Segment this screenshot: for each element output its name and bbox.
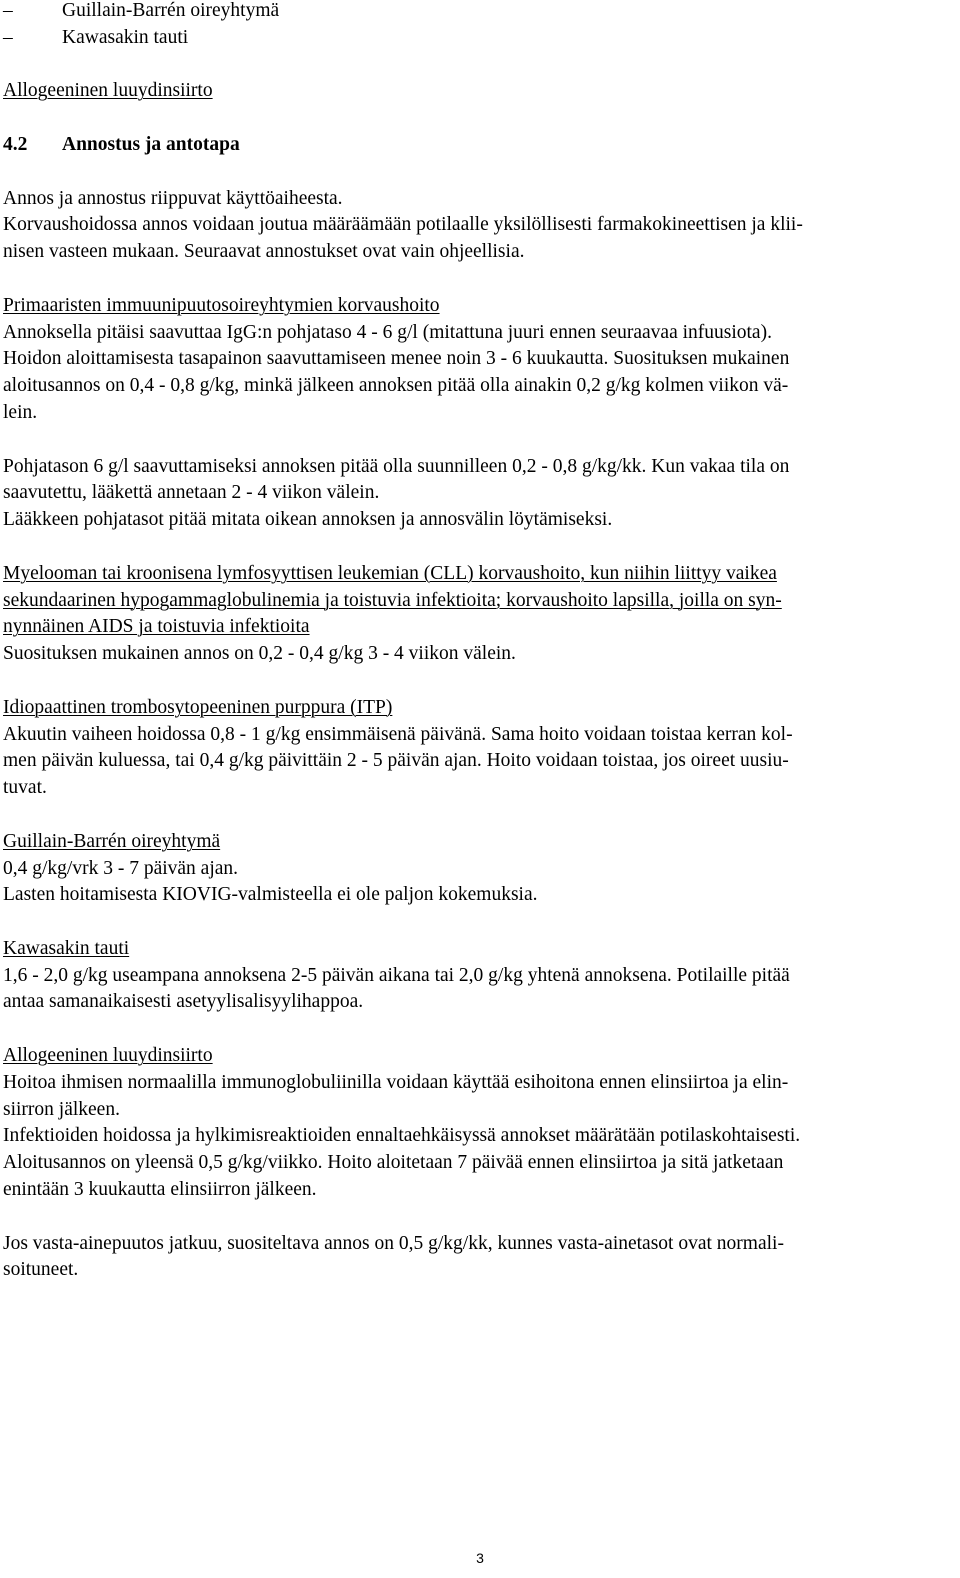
paragraph-line: saavutettu, lääkettä annetaan 2 - 4 viikon välein. <box>3 482 380 504</box>
list-item <box>3 25 953 52</box>
itp-heading: Idiopaattinen trombosytopeeninen purppura (ITP) <box>3 696 393 718</box>
intro-line: Annos ja annostus riippuvat käyttöaiheesta. <box>3 187 343 209</box>
paragraph-line: Lääkkeen pohjatasot pitää mitata oikean annoksen ja annosvälin löytämiseksi. <box>3 509 613 531</box>
page-number: 3 <box>476 1550 484 1566</box>
paragraph-line: Jos vasta-ainepuutos jatkuu, suositeltava annos on 0,5 g/kg/kk, kunnes vasta-ainetasot ovat normali- <box>3 1232 784 1254</box>
paragraph-line: Akuutin vaiheen hoidossa 0,8 - 1 g/kg ensimmäisenä päivänä. Sama hoito voidaan toistaa kerran kol- <box>3 723 793 745</box>
paragraph-line: men päivän kuluessa, tai 0,4 g/kg päivittäin 2 - 5 päivän ajan. Hoito voidaan toistaa, jos oireet uusiu- <box>3 750 789 772</box>
dash-bullet: – <box>3 26 13 48</box>
intro-line: nisen vasteen mukaan. Seuraavat annostukset ovat vain ohjeellisia. <box>3 241 525 263</box>
paragraph-line: Infektioiden hoidossa ja hylkimisreaktioiden ennaltaehkäisyssä annokset määrätään potilaskohtaisesti. <box>3 1125 801 1147</box>
paragraph-line: siirron jälkeen. <box>3 1098 120 1120</box>
myeloma-heading: sekundaarinen hypogammaglobulinemia ja toistuvia infektioita; korvaushoito lapsilla, joilla on syn- <box>3 589 782 611</box>
paragraph-line: antaa samanaikaisesti asetyylisalisyylihappoa. <box>3 991 364 1013</box>
myeloma-heading: Myelooman tai kroonisena lymfosyyttisen leukemian (CLL) korvaushoito, kun niihin liittyy vaikea <box>3 562 777 584</box>
intro-line: Korvaushoidossa annos voidaan joutua määräämään potilaalle yksilöllisesti farmakokineettisen ja klii- <box>3 214 803 236</box>
paragraph-line: tuvat. <box>3 777 47 799</box>
paragraph-line: Aloitusannos on yleensä 0,5 g/kg/viikko. Hoito aloitetaan 7 päivää ennen elinsiirtoa ja sitä jatketaan <box>3 1152 784 1174</box>
dash-bullet: – <box>3 0 13 21</box>
section-heading <box>3 132 953 159</box>
list-item-text: Kawasakin tauti <box>62 26 189 48</box>
paragraph-line: soituneet. <box>3 1259 79 1281</box>
section-number: 4.2 <box>3 133 28 155</box>
kawasaki-heading: Kawasakin tauti <box>3 937 130 959</box>
paragraph-line: 0,4 g/kg/vrk 3 - 7 päivän ajan. <box>3 857 239 879</box>
paragraph-line: Suosituksen mukainen annos on 0,2 - 0,4 g/kg 3 - 4 viikon välein. <box>3 643 516 665</box>
allogeneic-heading: Allogeeninen luuydinsiirto <box>3 1045 213 1067</box>
primary-heading: Primaaristen immuunipuutosoireyhtymien korvaushoito <box>3 294 440 316</box>
section-title: Annostus ja antotapa <box>62 133 240 155</box>
paragraph-line: aloitusannos on 0,4 - 0,8 g/kg, minkä jälkeen annoksen pitää olla ainakin 0,2 g/kg kolmen viikon vä- <box>3 375 789 397</box>
paragraph-line: Pohjatason 6 g/l saavuttamiseksi annoksen pitää olla suunnilleen 0,2 - 0,8 g/kg/kk. Kun vakaa tila on <box>3 455 790 477</box>
gbs-heading: Guillain-Barrén oireyhtymä <box>3 830 221 852</box>
paragraph-line: Hoidon aloittamisesta tasapainon saavuttamiseen menee noin 3 - 6 kuukautta. Suosituksen mukainen <box>3 348 790 370</box>
allogeneic-top-heading: Allogeeninen luuydinsiirto <box>3 80 213 102</box>
paragraph-line: Hoitoa ihmisen normaalilla immunoglobuliinilla voidaan käyttää esihoitona ennen elinsiirtoa ja elin- <box>3 1071 789 1093</box>
paragraph-line: Lasten hoitamisesta KIOVIG-valmisteella ei ole paljon kokemuksia. <box>3 884 538 906</box>
list-item <box>3 0 953 25</box>
paragraph-line: enintään 3 kuukautta elinsiirron jälkeen. <box>3 1179 317 1201</box>
myeloma-heading: nynnäinen AIDS ja toistuvia infektioita <box>3 616 310 638</box>
paragraph-line: 1,6 - 2,0 g/kg useampana annoksena 2-5 päivän aikana tai 2,0 g/kg yhtenä annoksena. Potilaille pitää <box>3 964 790 986</box>
list-item-text: Guillain-Barrén oireyhtymä <box>62 0 280 21</box>
paragraph-line: Annoksella pitäisi saavuttaa IgG:n pohjataso 4 - 6 g/l (mitattuna juuri ennen seuraavaa infuusiota). <box>3 321 772 343</box>
document-page <box>3 0 953 1284</box>
paragraph-line: lein. <box>3 401 38 423</box>
